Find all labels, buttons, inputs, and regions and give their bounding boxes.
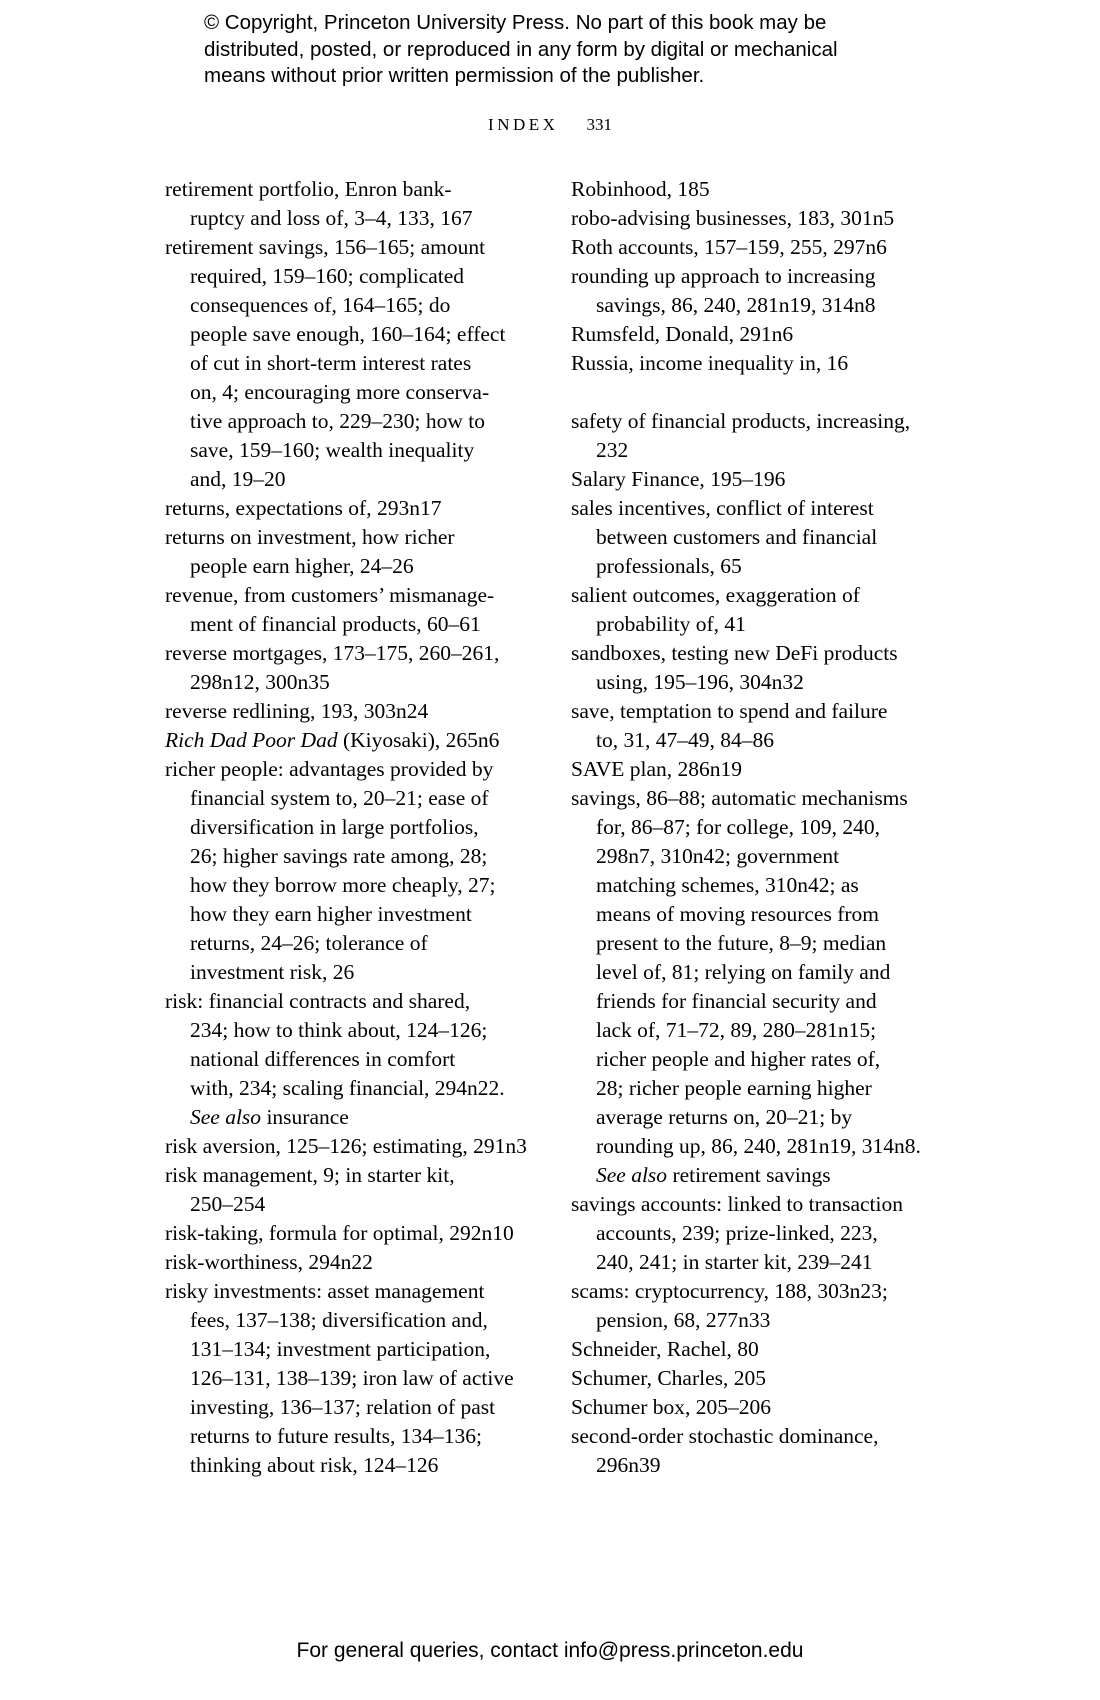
letter-group-gap <box>571 378 966 407</box>
index-entry: savings accounts: linked to transaction accounts, 239; prize-linked, 223, 240, 241; in starter kit, 239–241 <box>571 1192 903 1274</box>
index-entry-rich-dad <box>165 726 540 755</box>
footer-contact: For general queries, contact info@press.princeton.edu <box>296 1639 804 1662</box>
index-entry: safety of financial products, increasing, 232 <box>571 409 911 462</box>
index-entry: Robinhood, 185 <box>571 177 710 201</box>
index-entry: returns, expectations of, 293n17 <box>165 496 442 520</box>
copyright-line: means without prior written permission of the publisher. <box>204 64 705 87</box>
index-entry: sales incentives, conflict of interest between customers and financial professionals, 65 <box>571 496 878 578</box>
see-also-target: retirement savings <box>667 1163 831 1187</box>
index-entry: retirement savings, 156–165; amount required, 159–160; complicated consequences of, 164–165; do people save enough, 160–164; effect of cut in short-term interest rates on, 4; encouraging more conserva- tive approach to, 229–230; how to save, 159–160; wealth inequality and, 19–20 <box>165 235 506 491</box>
index-column-right <box>571 175 966 1480</box>
see-also-target: insurance <box>261 1105 349 1129</box>
see-also-label: See also <box>190 1105 262 1129</box>
index-entry: risk-worthiness, 294n22 <box>165 1250 373 1274</box>
index-entry: risk-taking, formula for optimal, 292n10 <box>165 1221 514 1245</box>
index-entry: save, temptation to spend and failure to, 31, 47–49, 84–86 <box>571 699 888 752</box>
copyright-notice <box>204 10 1024 90</box>
index-entry: SAVE plan, 286n19 <box>571 757 743 781</box>
running-head <box>0 115 1100 135</box>
index-entry: reverse mortgages, 173–175, 260–261, 298n12, 300n35 <box>165 641 500 694</box>
index-entry: Schumer, Charles, 205 <box>571 1366 766 1390</box>
index-entry-risk <box>165 987 540 1132</box>
index-entry: Salary Finance, 195–196 <box>571 467 786 491</box>
index-entry-savings <box>571 784 966 1190</box>
index-entry: Schumer box, 205–206 <box>571 1395 772 1419</box>
index-entry: Schneider, Rachel, 80 <box>571 1337 759 1361</box>
index-entry: risky investments: asset management fees, 137–138; diversification and, 131–134; investment participation, 126–131, 138–139; iron law of active investing, 136–137; relation of past returns to future results, 134–136; thinking about risk, 124–126 <box>165 1279 514 1477</box>
index-entry: scams: cryptocurrency, 188, 303n23; pension, 68, 277n33 <box>571 1279 888 1332</box>
index-column-left <box>165 175 540 1480</box>
index-entry: revenue, from customers’ mismanage- ment of financial products, 60–61 <box>165 583 495 636</box>
index-entry: returns on investment, how richer people earn higher, 24–26 <box>165 525 455 578</box>
index-entry: second-order stochastic dominance, 296n39 <box>571 1424 879 1477</box>
page-number: 331 <box>586 115 612 134</box>
index-entry: reverse redlining, 193, 303n24 <box>165 699 429 723</box>
index-entry: Rumsfeld, Donald, 291n6 <box>571 322 794 346</box>
entry-text: (Kiyosaki), 265n6 <box>337 728 500 752</box>
entry-text: savings, 86–88; automatic mechanisms for, 86–87; for college, 109, 240, 298n7, 310n42; government matching schemes, 310n42; as means of moving resources from present to the future, 8–9; median level of, 81; relying on family and friends for financial security and lack of, 71–72, 89, 280–281n15; richer people and higher rates of, 28; richer people earning higher average returns on, 20–21; by rounding up, 86, 240, 281n19, 314n8. <box>571 786 921 1158</box>
see-also-label: See also <box>596 1163 668 1187</box>
index-entry: rounding up approach to increasing savings, 86, 240, 281n19, 314n8 <box>571 264 876 317</box>
book-title: Rich Dad Poor Dad <box>165 728 338 752</box>
index-entry: retirement portfolio, Enron bank- ruptcy and loss of, 3–4, 133, 167 <box>165 177 473 230</box>
running-head-label: INDEX <box>488 115 559 134</box>
index-entry: risk management, 9; in starter kit, 250–254 <box>165 1163 455 1216</box>
index-entry: sandboxes, testing new DeFi products using, 195–196, 304n32 <box>571 641 898 694</box>
index-entry: robo-advising businesses, 183, 301n5 <box>571 206 895 230</box>
entry-text: risk: financial contracts and shared, 234; how to think about, 124–126; national differences in comfort with, 234; scaling financial, 294n22. <box>165 989 505 1100</box>
index-entry: Russia, income inequality in, 16 <box>571 351 849 375</box>
index-entry: Roth accounts, 157–159, 255, 297n6 <box>571 235 887 259</box>
index-entry: salient outcomes, exaggeration of probability of, 41 <box>571 583 860 636</box>
copyright-line: distributed, posted, or reproduced in any form by digital or mechanical <box>204 37 838 61</box>
copyright-line: © Copyright, Princeton University Press. No part of this book may be <box>204 11 827 34</box>
index-entry: richer people: advantages provided by financial system to, 20–21; ease of diversification in large portfolios, 26; higher savings rate among, 28; how they borrow more cheaply, 27; how they earn higher investment returns, 24–26; tolerance of investment risk, 26 <box>165 757 496 984</box>
index-entry: risk aversion, 125–126; estimating, 291n3 <box>165 1134 527 1158</box>
